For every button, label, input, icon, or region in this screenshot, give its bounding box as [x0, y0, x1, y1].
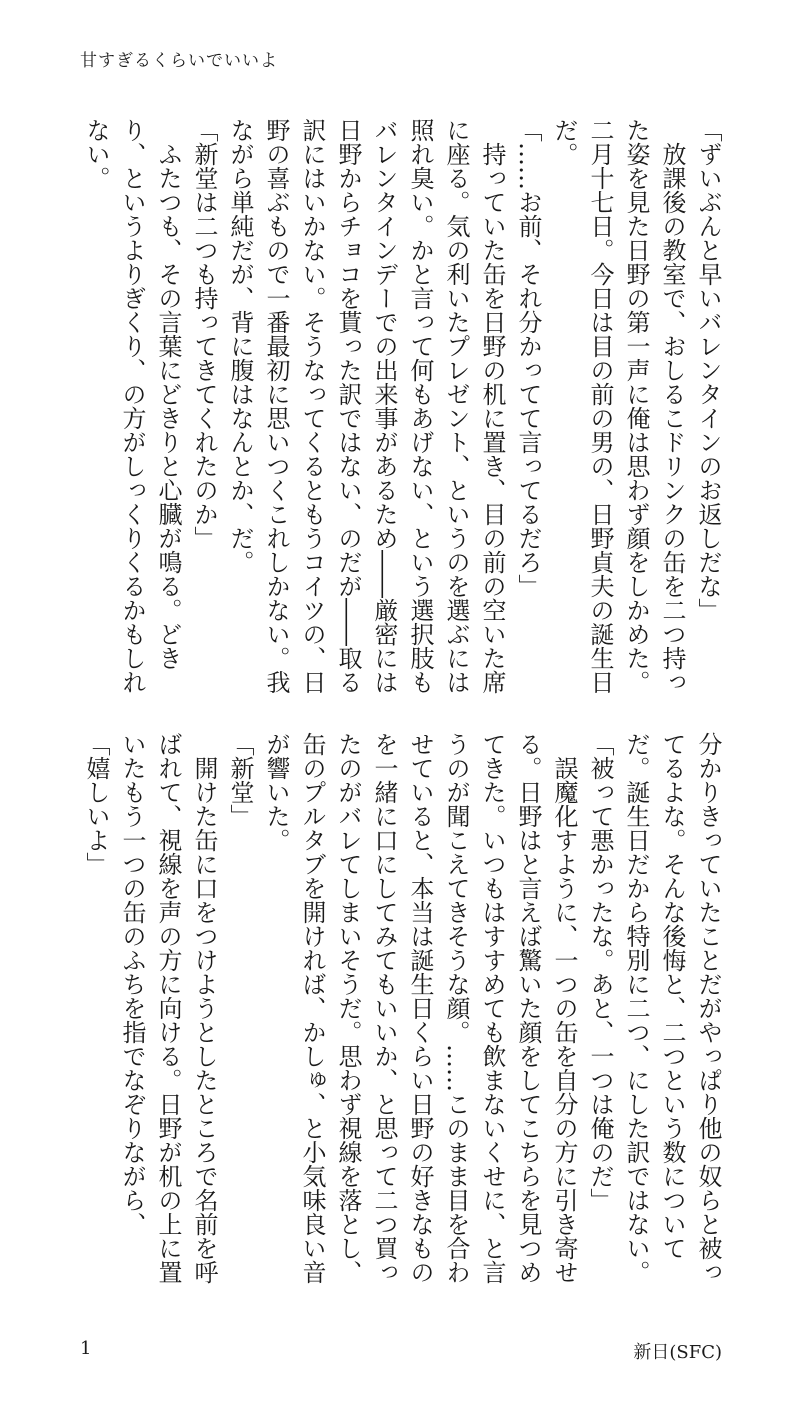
paragraph: 誤魔化すように、一つの缶を自分の方に引き寄せる。日野はと言えば驚いた顔をしてこちらを見つめてきた。いつもはすすめても飲まないくせに、と言うのが聞こえてきそうな顔。……このまま目を合わせていると、本当は誕生日くらい日野の好きなものを一緒に口にしてみてもいいか、と思って二つ買ったのがバレてしまいそうだ。思わず視線を落とし、缶のプルタブを開ければ、かしゅ、と小気味良い音が響いた。 [262, 732, 578, 1284]
paragraph: 「新堂は二つも持ってきてくれたのか」 [190, 118, 218, 550]
author-name: 新日(SFC) [633, 1342, 722, 1363]
paragraph: ふたつも、その言葉にどきりと心臓が鳴る。どきり、というよりぎくり、の方がしっくりくるかもしれない。 [82, 118, 182, 694]
paragraph: 持っていた缶を日野の机に置き、目の前の空いた席に座る。気の利いたプレゼント、というのを選ぶには照れ臭い。かと言って何もあげない、という選択肢もバレンタインデーでの出来事があるため――厳密には日野からチョコを貰った訳ではない、のだが――取る訳にはいかない。そうなってくるともうコイツの、日野の喜ぶもので一番最初に思いつくこれしかない。我ながら単純だが、背に腹はなんとか、だ。 [226, 118, 506, 694]
paragraph: 「新堂」 [226, 732, 254, 828]
paragraph: 「被って悪かったな。あと、一つは俺のだ」 [586, 732, 614, 1212]
paragraph: 分かりきっていたことだがやっぱり他の奴らと被ってるよな。そんな後悔と、二つという数についてだ。誕生日だから特別に二つ、にした訳ではない。 [622, 732, 722, 1284]
paragraph: 放課後の教室で、おしるこドリンクの缶を二つ持った姿を見た日野の第一声に俺は思わず顔をしかめた。二月十七日。今日は目の前の男の、日野貞夫の誕生日だ。 [550, 118, 686, 694]
page-number: 1 [80, 1338, 92, 1359]
paragraph: 「……お前、それ分かってて言ってるだろ」 [514, 118, 542, 598]
text-block-bottom [76, 732, 726, 1292]
paragraph: 開けた缶に口をつけようとしたところで名前を呼ばれて、視線を声の方に向ける。日野が机の上に置いたもう一つの缶のふちを指でなぞりながら、 [118, 732, 218, 1284]
running-title: 甘すぎるくらいでいいよ [80, 51, 278, 71]
paragraph: 「ずいぶんと早いバレンタインのお返しだな」 [694, 118, 722, 622]
paragraph: 「嬉しいよ」 [82, 732, 110, 876]
text-block-top [76, 118, 726, 698]
